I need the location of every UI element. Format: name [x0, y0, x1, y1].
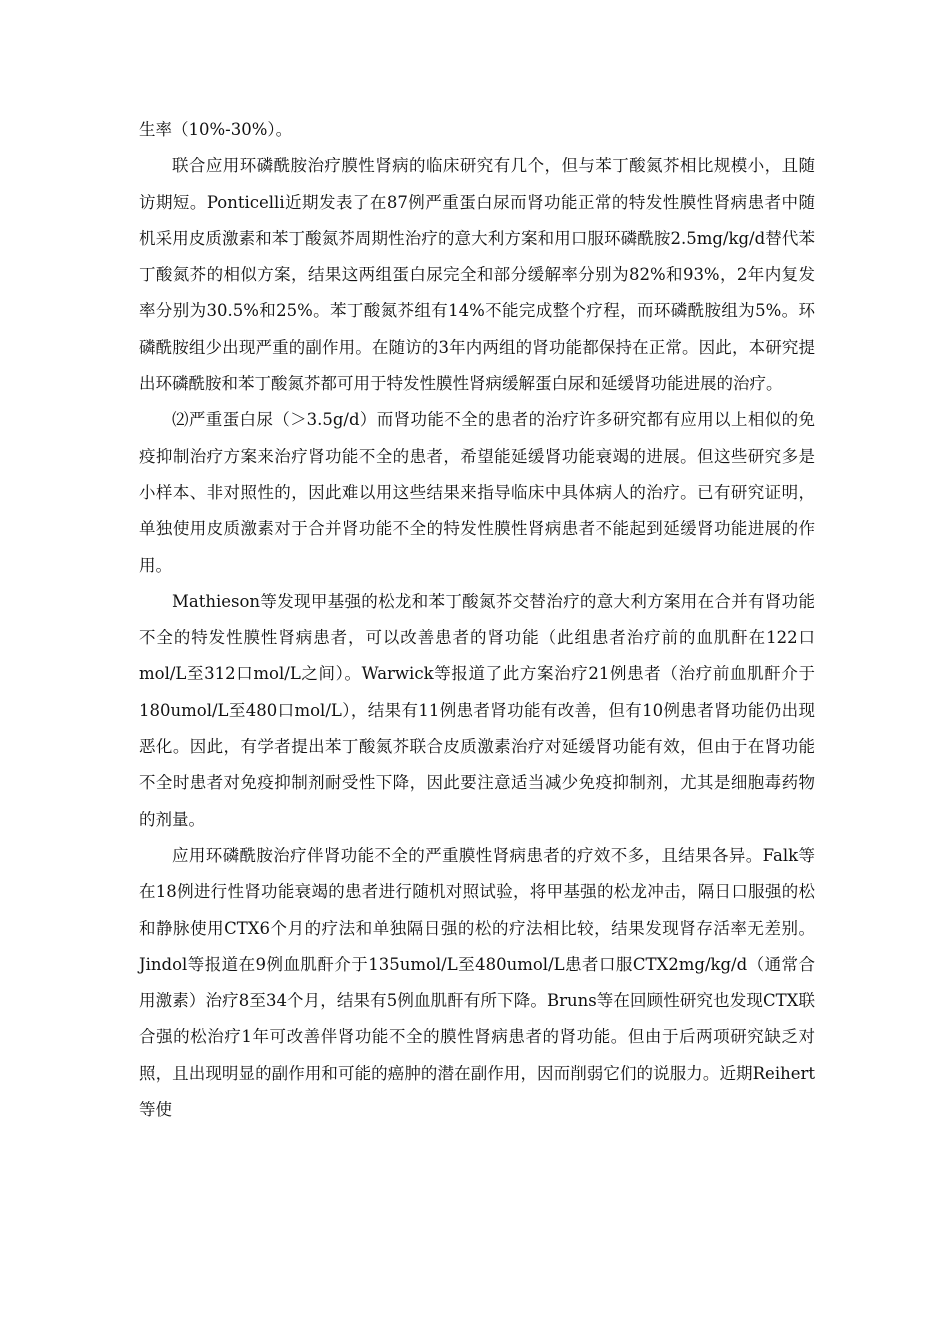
document-body: [139, 112, 815, 1128]
paragraph-cyclophosphamide-combination: 联合应用环磷酰胺治疗膜性肾病的临床研究有几个，但与苯丁酸氮芥相比规模小，且随访期短。Ponticelli近期发表了在87例严重蛋白尿而肾功能正常的特发性膜性肾病患者中随机采用皮质激素和苯丁酸氮芥周期性治疗的意大利方案和用口服环磷酰胺2.5mg/kg/d替代苯丁酸氮芥的相似方案，结果这两组蛋白尿完全和部分缓解率分别为82%和93%，2年内复发率分别为30.5%和25%。苯丁酸氮芥组有14%不能完成整个疗程，而环磷酰胺组为5%。环磷酰胺组少出现严重的副作用。在随访的3年内两组的肾功能都保持在正常。因此，本研究提出环磷酰胺和苯丁酸氮芥都可用于特发性膜性肾病缓解蛋白尿和延缓肾功能进展的治疗。: [139, 156, 815, 394]
paragraph-renal-insufficiency-treatment: ⑵严重蛋白尿（＞3.5g/d）而肾功能不全的患者的治疗许多研究都有应用以上相似的免疫抑制治疗方案来治疗肾功能不全的患者，希望能延缓肾功能衰竭的进展。但这些研究多是小样本、非对照性的，因此难以用这些结果来指导临床中具体病人的治疗。已有研究证明，单独使用皮质激素对于合并肾功能不全的特发性膜性肾病患者不能起到延缓肾功能进展的作用。: [139, 410, 815, 575]
paragraph-continuation: 生率（10%-30%）。: [139, 120, 293, 139]
paragraph-mathieson-study: Mathieson等发现甲基强的松龙和苯丁酸氮芥交替治疗的意大利方案用在合并有肾功能不全的特发性膜性肾病患者，可以改善患者的肾功能（此组患者治疗前的血肌酐在122口mol/L至312口mol/L之间）。Warwick等报道了此方案治疗21例患者（治疗前血肌酐介于180umol/L至480口mol/L），结果有11例患者肾功能有改善，但有10例患者肾功能仍出现恶化。因此，有学者提出苯丁酸氮芥联合皮质激素治疗对延缓肾功能有效，但由于在肾功能不全时患者对免疫抑制剂耐受性下降，因此要注意适当减少免疫抑制剂，尤其是细胞毒药物的剂量。: [139, 591, 815, 829]
paragraph-cyclophosphamide-outcomes: 应用环磷酰胺治疗伴肾功能不全的严重膜性肾病患者的疗效不多，且结果各异。Falk等在18例进行性肾功能衰竭的患者进行随机对照试验，将甲基强的松龙冲击，隔日口服强的松和静脉使用CTX6个月的疗法和单独隔日强的松的疗法相比较，结果发现肾存活率无差别。Jindol等报道在9例血肌酐介于135umol/L至480umol/L患者口服CTX2mg/kg/d（通常合用激素）治疗8至34个月，结果有5例血肌酐有所下降。Bruns等在回顾性研究也发现CTX联合强的松治疗1年可改善伴肾功能不全的膜性肾病患者的肾功能。但由于后两项研究缺乏对照，且出现明显的副作用和可能的癌肿的潜在副作用，因而削弱它们的说服力。近期Reihert等使: [139, 845, 815, 1120]
